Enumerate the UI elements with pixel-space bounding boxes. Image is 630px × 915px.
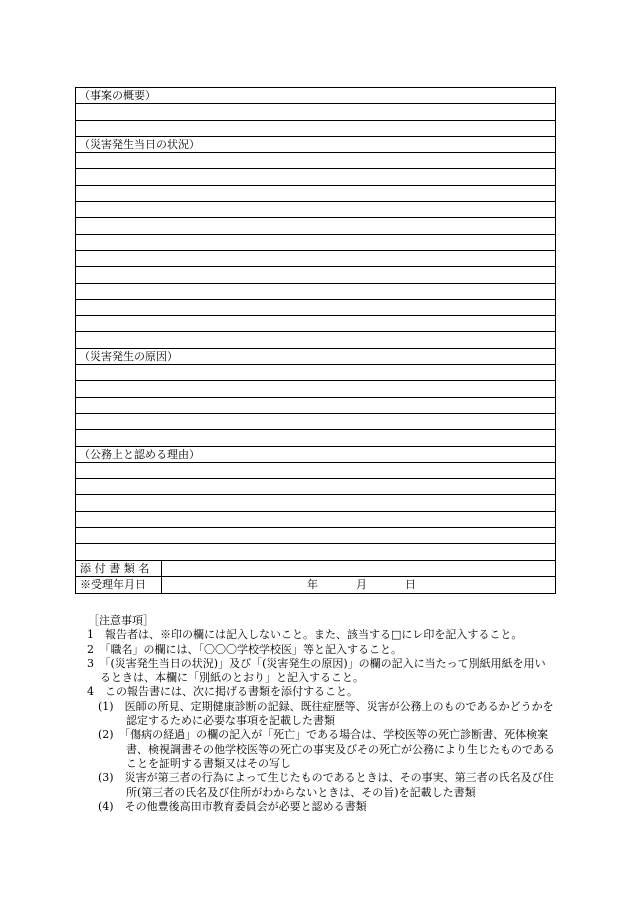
section-writing-line[interactable] xyxy=(76,365,555,381)
notes-heading: ［注意事項］ xyxy=(88,614,154,627)
form-sections xyxy=(76,88,555,561)
section-writing-line[interactable] xyxy=(76,267,555,283)
section-writing-line[interactable] xyxy=(76,153,555,169)
section-writing-line[interactable] xyxy=(76,381,555,397)
received-date-field[interactable] xyxy=(162,577,555,593)
note-subitem: (1) 医師の所見、定期健康診断の記録、既往症歴等、災害が公務上のものであるかどうかを認定するために必要な事項を記載した書類 xyxy=(98,699,554,728)
section-label: （災害発生当日の状況） xyxy=(76,137,555,153)
section-label: （災害発生の原因） xyxy=(76,349,555,365)
section-writing-line[interactable] xyxy=(76,495,555,511)
section-label: （事案の概要） xyxy=(76,88,555,104)
section-writing-line[interactable] xyxy=(76,121,555,137)
note-item: 2 「職名」の欄には、「〇〇〇学校学校医」等と記入すること。 xyxy=(87,642,402,656)
year-label: 年 xyxy=(307,577,318,591)
section-writing-line[interactable] xyxy=(76,512,555,528)
note-item: 3 「(災害発生当日の状況)」及び「(災害発生の原因)」の欄の記入に当たって別紙用紙を用いるときは、本欄に「別紙のとおり」と記入すること。 xyxy=(87,656,546,685)
section-writing-line[interactable] xyxy=(76,235,555,251)
day-label: 日 xyxy=(405,577,416,591)
section-label: （公務上と認める理由） xyxy=(76,447,555,463)
section-writing-line[interactable] xyxy=(76,463,555,479)
notes-sublist xyxy=(78,700,556,814)
section-writing-line[interactable] xyxy=(76,414,555,430)
section-writing-line[interactable] xyxy=(76,300,555,316)
note-item: 4 この報告書には、次に掲げる書類を添付すること。 xyxy=(87,685,358,699)
section-writing-line[interactable] xyxy=(76,398,555,414)
section-writing-line[interactable] xyxy=(76,430,555,446)
section-writing-line[interactable] xyxy=(76,186,555,202)
note-subitem: (4) その他豊後高田市教育委員会が必要と認める書類 xyxy=(98,799,367,813)
section-writing-line[interactable] xyxy=(76,316,555,332)
attachments-field[interactable] xyxy=(162,561,555,576)
section-writing-line[interactable] xyxy=(76,479,555,495)
section-writing-line[interactable] xyxy=(76,104,555,120)
section-writing-line[interactable] xyxy=(76,202,555,218)
section-writing-line[interactable] xyxy=(76,332,555,348)
report-form-table xyxy=(75,87,556,594)
notes-list xyxy=(78,628,556,699)
section-writing-line[interactable] xyxy=(76,528,555,544)
note-subitem: (2) 「傷病の経過」の欄の記入が「死亡」である場合は、学校医等の死亡診断書、死体検案書、検視調書その他学校医等の死亡の事実及びその死亡が公務により生じたものであることを証明する書類又はその写し xyxy=(98,728,555,770)
month-label: 月 xyxy=(356,577,367,591)
section-writing-line[interactable] xyxy=(76,284,555,300)
section-writing-line[interactable] xyxy=(76,218,555,234)
section-writing-line[interactable] xyxy=(76,251,555,267)
note-subitem: (3) 災害が第三者の行為によって生じたものであるときは、その事実、第三者の氏名及び住所(第三者の氏名及び住所がわからないときは、その旨)を記載した書類 xyxy=(98,771,554,799)
notes-section xyxy=(78,614,556,814)
attachments-label: 添付書類名 xyxy=(76,561,162,576)
received-date-label: ※受理年月日 xyxy=(76,577,162,593)
attachments-row xyxy=(76,561,555,577)
note-item: 1 報告者は、※印の欄には記入しないこと。また、該当する□にレ印を記入すること。 xyxy=(87,628,523,642)
received-date-row xyxy=(76,577,555,593)
section-writing-line[interactable] xyxy=(76,544,555,560)
received-date-placeholders xyxy=(307,577,416,592)
section-writing-line[interactable] xyxy=(76,169,555,185)
